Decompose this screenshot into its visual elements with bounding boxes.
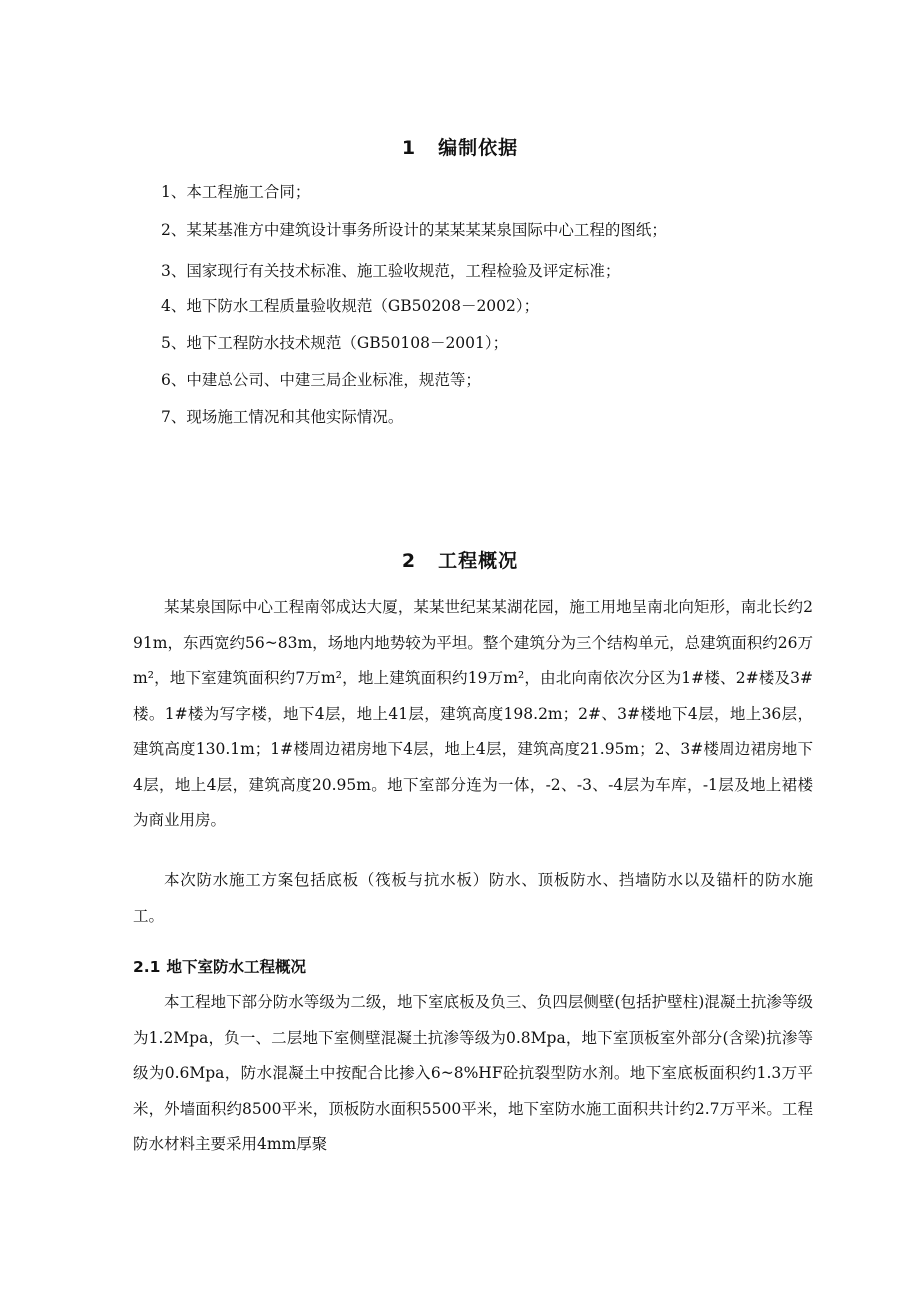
- basis-item-2: 2、某某基准方中建筑设计事务所设计的某某某某泉国际中心工程的图纸；: [161, 221, 667, 239]
- scope-paragraph: 本次防水施工方案包括底板（筏板与抗水板）防水、顶板防水、挡墙防水以及锚杆的防水施工。: [133, 871, 813, 925]
- section-2-1-heading: [133, 955, 306, 977]
- basis-item-1: 1、本工程施工合同；: [161, 183, 311, 201]
- basis-item-7: 7、现场施工情况和其他实际情况。: [161, 408, 404, 426]
- overview-paragraph: 某某泉国际中心工程南邻成达大厦，某某世纪某某湖花园，施工用地呈南北向矩形，南北长约291m，东西宽约56~83m，场地内地势较为平坦。整个建筑分为三个结构单元，总建筑面积约26万m²，地下室建筑面积约7万m²，地上建筑面积约19万m²，由北向南依次分区为1#楼、2#楼及3#楼。1#楼为写字楼，地下4层，地上41层，建筑高度198.2m；2#、3#楼地下4层，地上36层，建筑高度130.1m；1#楼周边裙房地下4层，地上4层，建筑高度21.95m；2、3#楼周边裙房地下4层，地上4层，建筑高度20.95m。地下室部分连为一体，-2、-3、-4层为车库，-1层及地上裙楼为商业用房。: [133, 598, 813, 829]
- section-1-title: 编制依据: [438, 137, 519, 159]
- basis-item-5: 5、地下工程防水技术规范（GB50108－2001）；: [161, 334, 509, 352]
- section-1-heading: [0, 133, 920, 160]
- basis-item-3: 3、国家现行有关技术标准、施工验收规范，工程检验及评定标准；: [161, 262, 621, 280]
- basement-waterproofing-paragraph: 本工程地下部分防水等级为二级，地下室底板及负三、负四层侧壁(包括护壁柱)混凝土抗渗等级为1.2Mpa，负一、二层地下室侧壁混凝土抗渗等级为0.8Mpa，地下室顶板室外部分(含梁)抗渗等级为0.6Mpa，防水混凝土中按配合比掺入6~8%HF砼抗裂型防水剂。地下室底板面积约1.3万平米，外墙面积约8500平米，顶板防水面积5500平米，地下室防水施工面积共计约2.7万平米。工程防水材料主要采用4mm厚聚: [133, 993, 813, 1153]
- section-1-number: 1: [401, 137, 417, 159]
- section-2-title: 工程概况: [438, 550, 519, 572]
- section-2-number: 2: [401, 550, 417, 572]
- basis-item-6: 6、中建总公司、中建三局企业标准，规范等；: [161, 371, 481, 389]
- section-2-heading: [0, 546, 920, 573]
- section-2-1-title: 地下室防水工程概况: [166, 958, 306, 976]
- section-2-1-number: 2.1: [133, 958, 161, 976]
- basis-item-4: 4、地下防水工程质量验收规范（GB50208－2002）；: [161, 297, 540, 315]
